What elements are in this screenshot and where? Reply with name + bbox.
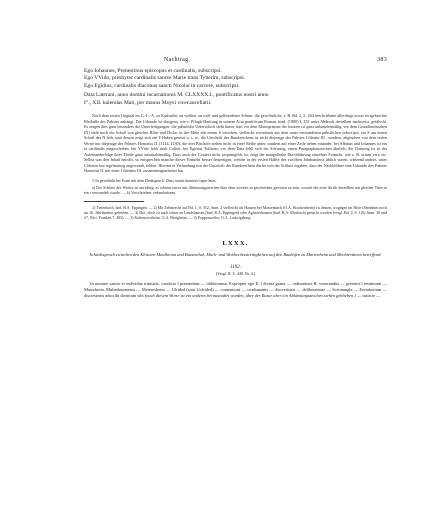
document-reference: (Vergl. II, S. 448, Nr. 4.) — [215, 270, 256, 276]
running-head — [84, 57, 387, 63]
subscription-list — [84, 68, 387, 90]
footnote-divider — [84, 201, 144, 202]
dating-line-2: I°., XII. kalendas Maii, per manus Moysi vicecancellarii. — [84, 99, 212, 106]
text-body: condicio ‖ presentium — obliterantur. Expropter ego E. ‖ divina gratia — ordinatione R. venerandus — presenti ‖ testimonii — Marrebrein, Mulenbrunnensi — Meteresheim — Ulrided (statt Uolrided) — contentioni — coadunantis — discretionis — deliberatione — Sceonangle — Erembertum — discretionis adscribi divinium sibi — [84, 280, 387, 298]
text-end: — iusticie — — [356, 292, 381, 298]
dating-clause — [84, 92, 387, 107]
subscription-line: Ego Iohannes, Prenestinus episcopus et cardinalis, subscripsi. — [84, 68, 222, 74]
document-year: 1192. — [229, 263, 242, 270]
footnotes — [84, 179, 387, 222]
text-italic-note: (nach diesem Worte ist ein anderes herausradirt worden, über der Rasur aber ein Abkürzungszeichen stehen geblieben.) — [144, 292, 356, 298]
footnote: a) Der Schluss des Wortes ist unrichtig; es scheint zuvor mit Abkürzungszeichen über dem zweiten m geschrieben gewesen zu sein, worauf der erste Strich desselben mit gleicher Tinte in ein r verwandelt wurde. — b) Verschrieben: redundationes. — [84, 185, 387, 195]
footnote: 1) Tiefenbach, bad. B.A. Eppingen. — 2) Mit Zehntrecht auf Bd. 1, S. 352, Anm. 2 vielleicht als Hausen bei Massenbach (O.A. Brackenheim) zu deuten, wogegen im Hofe Odenheim noch im 16. Jahrhundert gehörten. — 3) Hof, doch ist auch schon an Landshausen (bad. B.A. Eppingen) oder Aglasterhausen (bad. B.A. Mosbach) gedacht worden (vergl. Bd. 2, S. 126, Anm. 18 und 27, Wirt. Franken 7, 403). — 3) Kaltenwestheim, O.A. Besigheim. — 4) Poppenweiler, O.A. Ludwigsburg. — [84, 206, 387, 221]
dating-line-1: Data Laterani, anno domini incarnationis M. CLXXXX.I., pontificatus nostri anno — [84, 92, 269, 99]
document-number: LXXX. — [222, 239, 249, 247]
document-text — [84, 281, 387, 299]
subscription-line: Ego VVido, presbyter cardinalis sancte Marie trans Tyberim, subscripsi. — [84, 75, 246, 82]
editorial-commentary: Nach dem ersten Original im G.-L.-A. zu Karlsruhe, an weißen, an roth- und gelbseidener Schnur, die gewöhnliche, s. B. Bd. 2, S. 264 beschriebene allerdings etwas fortgebrochte Bleibulle des Pabstes anhängt. Die Urkunde ist übrigens, wie v. Pflugk-Harttung in seinem Acta pontificum Roman. ined. (1880) I, 353 unter Abdruck derselben nachweist, gefälscht. Es zeigen dies ganz besonders die Unterfertigungen: die päbstliche Unterschrift steht hinter statt vor dem Monogramm; die letztere ist ganz unkanzleimäßig, vor dem Grundbuchstaben (N) steht noch ein Schaft von gleicher Höhe und Dicke, in der Mitte mit einem S versehen, vielleicht erwachsen aus dem unter verstandenen päbstlichen subscripsi, ein S am ersten Schaft des N höh, statt dessen zeigt sich ein T-Haken gesetzt u. s. w.; die Unschrift des Rundzeichens ist nicht diejenige des Pabstes Cölestin III., sondern, abgesehen von dem ersten Worte nur diejenige des Pabstes Honorius II. (1124–1130); die drei Bischöfe stehen nicht in einer Reihe unter, sondern auf einer Zeile neben einander, bei Albinus und Iohannes ist ein et cardinalis eingeschoben, bei VVido fehlt tituli Calixti, bei Egidius Tulliano; vor dem Data fehlt sich ein Schwung, einen Paragraphenzeichen ähnlich; die Datirung ist in der Aufeinanderfolge ihrer Theile ganz unkanzleimäßig. Dass auch der Context nicht ursprünglich ist, zeigt die mangelhafte Durchführung einzelner Formeln, wie z. B. ortum vero etc. Selbst was den Inhalt betrifft, so entsprechen manche dieser Formeln besser denjenigen, welche in der ersten Hälfte des zwölften Jahrhunderts üblich waren, während andere, unter Cölestin fast regelmässig angewandt, fehlen. Hiermit in Verbindung mit der Unschrift des Rundzeichens dürfte sich der Schluss ergeben, dass der Nachbildner eine Urkunde des Pabstes Honorius II. mit einer Cölestins III. zusammengearbeitet hat. — [84, 113, 387, 174]
document-summary: Schiedsspruch zwischen den Klöstern Maulbronn und Bussenthal, Mark- und Weidrechtsstreitigkeiten auf den Bauhöfen zu Marrenheim und Mechtersheim betreffend. — [89, 251, 382, 257]
page-number: 383 — [377, 57, 387, 63]
subscription-line: Ego Egidius, cardinalis diaconus sancti Nicolai in carcere, subscripsi. — [84, 82, 240, 89]
running-head-title: Nachtrag. — [164, 57, 191, 63]
text-invocation: In nomine sancte et individue trinitatis. — [90, 280, 160, 286]
footnote: ¹) In gewöhnlicher Form mit dem Denkspruch: Deus omnis dominet super buas. — [92, 178, 217, 183]
